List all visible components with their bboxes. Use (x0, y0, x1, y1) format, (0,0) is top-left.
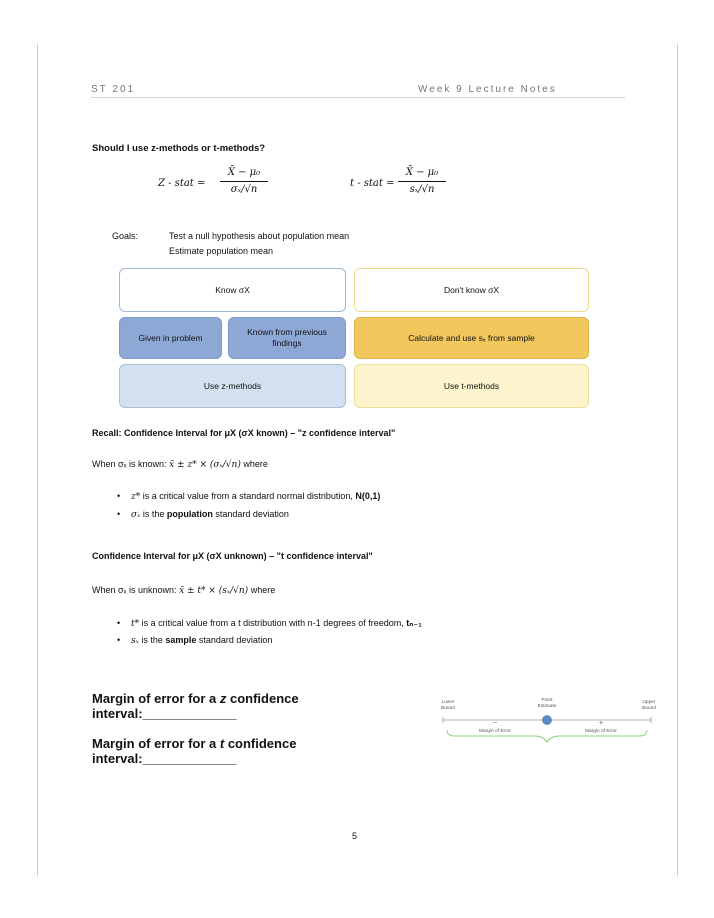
goals-label: Goals: (112, 231, 139, 241)
point-estimate-label: Point Estimate (537, 698, 557, 709)
t-bullet-1: t* is a critical value from a t distribution with n-1 degrees of freedom, tₙ₋₁ (131, 618, 422, 629)
point-estimate-dot (543, 716, 552, 725)
dont-know-sigma-box: Don't know σX (354, 268, 589, 312)
known-previous-box: Known from previous findings (228, 317, 346, 359)
z-bullet-1: z* is a critical value from a standard normal distribution, N(0,1) (131, 491, 381, 502)
goal-item: Estimate population mean (169, 246, 274, 256)
plus-sign: + (598, 720, 604, 727)
z-stat-fraction (220, 166, 268, 197)
t-stat-formula (350, 166, 460, 202)
page-border-right (677, 44, 678, 876)
calculate-sample-box: Calculate and use sₓ from sample (354, 317, 589, 359)
upper-bound-label: Upper Bound (642, 700, 656, 711)
header-rule (91, 97, 625, 98)
t-interval-heading: Confidence Interval for μX (σX unknown) – "t confidence interval" (92, 551, 373, 561)
z-interval-when: When σₓ is known: x̄ ± z* × (σₓ/√n) where (92, 459, 268, 470)
margin-z-prompt: Margin of error for a z confidence interval:_____________ (92, 691, 299, 721)
margin-of-error-left-label: Margin of Error (479, 729, 511, 734)
z-stat-lhs: Z - stat = (158, 178, 206, 189)
z-bullet-2: σₓ is the population standard deviation (131, 509, 289, 520)
use-z-methods-box: Use z-methods (119, 364, 346, 408)
t-bullet-2: sₓ is the sample standard deviation (131, 635, 273, 646)
given-in-problem-box: Given in problem (119, 317, 222, 359)
header-section: Week 9 Lecture Notes (418, 84, 557, 95)
page-title: Should I use z-methods or t-methods? (92, 143, 266, 154)
margin-of-error-right-label: Margin of Error (585, 729, 617, 734)
margin-t-prompt: Margin of error for a t confidence interval:_____________ (92, 736, 297, 766)
lower-bound-label: Lower Bound (441, 700, 455, 711)
bullet-dot: • (117, 635, 121, 645)
margin-of-error-diagram (437, 696, 661, 756)
use-t-methods-box: Use t-methods (354, 364, 589, 408)
bullet-dot: • (117, 491, 121, 501)
t-stat-fraction (398, 166, 446, 197)
t-stat-lhs: t - stat = (350, 178, 395, 189)
z-stat-denominator: σₓ/√n (230, 184, 258, 195)
t-interval-when: When σₓ is unknown: x̄ ± t* × (sₓ/√n) where (92, 585, 276, 596)
bullet-dot: • (117, 509, 121, 519)
z-interval-heading: Recall: Confidence Interval for μX (σX known) – "z confidence interval" (92, 428, 396, 438)
t-stat-denominator: sₓ/√n (409, 184, 435, 195)
know-sigma-box: Know σX (119, 268, 346, 312)
header-course: ST 201 (91, 84, 136, 95)
z-stat-numerator: X̄ − μ₀ (227, 167, 261, 178)
z-stat-formula (158, 166, 268, 202)
goal-item: Test a null hypothesis about population mean (169, 231, 350, 241)
bullet-dot: • (117, 618, 121, 628)
t-interval-formula: x̄ ± t* × (sₓ/√n) (179, 586, 249, 596)
page-border-left (37, 44, 38, 876)
z-interval-formula: x̄ ± z* × (σₓ/√n) (169, 460, 241, 470)
t-stat-numerator: X̄ − μ₀ (405, 167, 439, 178)
minus-sign: − (492, 720, 498, 727)
page-number: 5 (352, 831, 358, 841)
